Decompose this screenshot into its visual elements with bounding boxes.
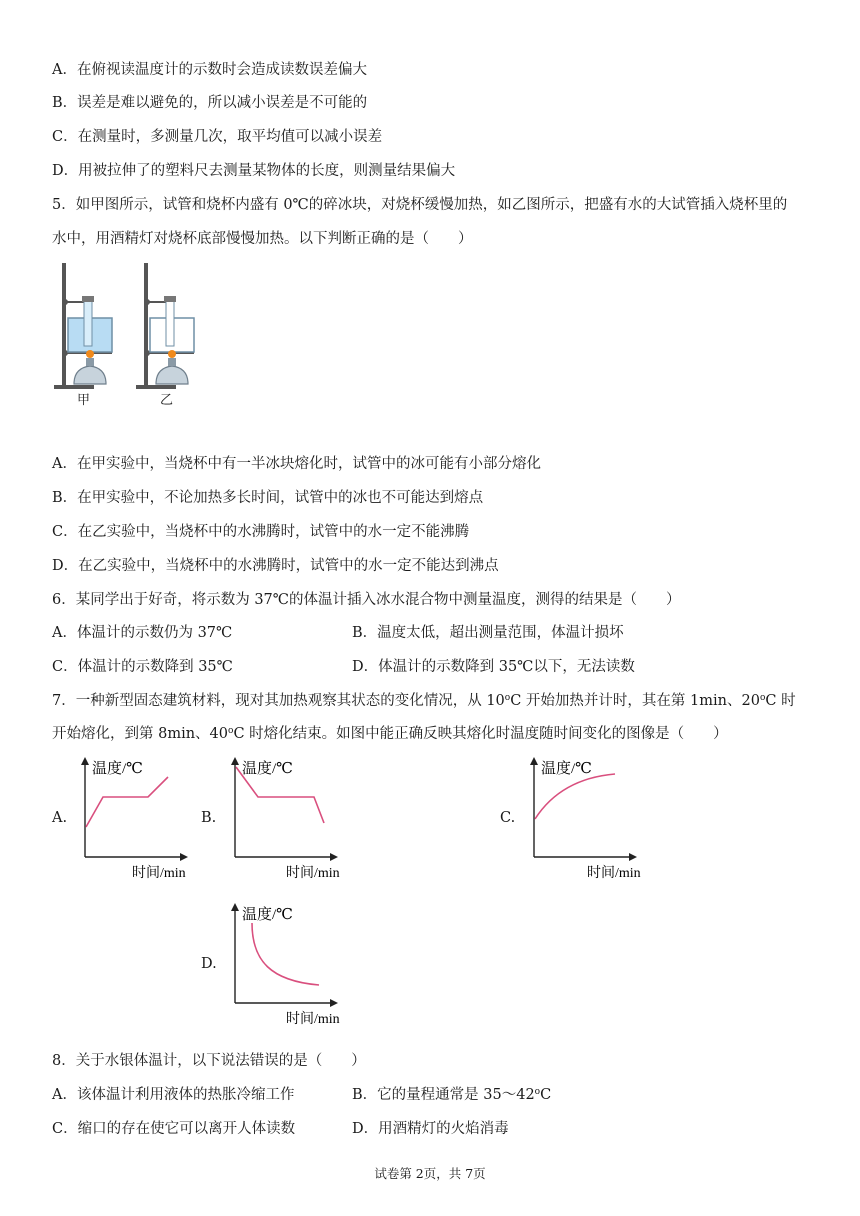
graph-d-xlabel: 时间/min [286,1012,340,1027]
graph-b [226,755,356,885]
graph-a-xlabel: 时间/min [132,866,186,881]
q8-option-d: D．用酒精灯的火焰消毒 [352,1121,509,1137]
q5-option-b: B．在甲实验中，不论加热多长时间，试管中的冰也不可能达到熔点 [52,490,484,506]
q4-option-a: A．在俯视读温度计的示数时会造成读数误差偏大 [52,62,367,78]
q5-option-d: D．在乙实验中，当烧杯中的水沸腾时，试管中的水一定不能达到沸点 [52,558,499,574]
graph-b-ylabel: 温度/℃ [242,761,293,777]
q5-stem-line2: 水中，用酒精灯对烧杯底部慢慢加热。以下判断正确的是（ ） [52,231,473,247]
graph-c-option: C. [500,810,516,826]
graph-c [525,755,660,885]
setup-yi [136,263,194,389]
q6-option-c: C．体温计的示数降到 35℃ [52,659,233,675]
graph-a [76,755,206,885]
q6-stem: 6．某同学出于好奇，将示数为 37℃的体温计插入冰水混合物中测量温度，测得的结果是（ ） [52,592,681,608]
graph-d-option: D. [201,956,217,972]
figure-label-jia: 甲 [77,393,91,408]
q4-option-c: C．在测量时，多测量几次，取平均值可以减小误差 [52,129,383,145]
q4-option-d: D．用被拉伸了的塑料尺去测量某物体的长度，则测量结果偏大 [52,163,456,179]
graph-c-ylabel: 温度/℃ [541,761,592,777]
figure-label-yi: 乙 [160,393,174,408]
q6-option-b: B．温度太低，超出测量范围，体温计损坏 [352,625,624,641]
q5-option-a: A．在甲实验中，当烧杯中有一半冰块熔化时，试管中的冰可能有小部分熔化 [52,456,541,472]
graph-a-ylabel: 温度/℃ [92,761,143,777]
graph-d [226,901,356,1031]
graph-a-option: A. [52,810,68,826]
graph-c-curve [535,774,615,819]
graph-d-curve [252,923,319,985]
q5-option-c: C．在乙实验中，当烧杯中的水沸腾时，试管中的水一定不能沸腾 [52,524,470,540]
q7-stem-line1: 7．一种新型固态建筑材料，现对其加热观察其状态的变化情况，从 10$^o$C 开始加热并计时，其在第 1min、20$^o$C 时 [52,693,796,709]
q4-option-b: B．误差是难以避免的，所以减小误差是不可能的 [52,95,368,111]
graph-a-curve [86,777,168,827]
graph-b-option: B. [201,810,217,826]
q7-stem-line2: 开始熔化，到第 8min、40$^o$C 时熔化结束。如图中能正确反映其熔化时温度随时间变化的图像是（ ） [52,726,728,742]
setup-jia [54,263,112,389]
q6-option-a: A．体温计的示数仍为 37℃ [52,625,233,641]
q6-option-d: D．体温计的示数降到 35℃以下，无法读数 [352,659,635,675]
q8-option-a: A．该体温计利用液体的热胀冷缩工作 [52,1087,295,1103]
lab-setup-figure [52,258,212,408]
graph-b-xlabel: 时间/min [286,866,340,881]
graph-d-ylabel: 温度/℃ [242,907,293,923]
q8-option-b: B．它的量程通常是 35～42$^o$C [352,1087,552,1103]
graph-c-xlabel: 时间/min [587,866,641,881]
q5-stem-line1: 5．如甲图所示，试管和烧杯内盛有 0℃的碎冰块，对烧杯缓慢加热，如乙图所示，把盛有水的大试管插入烧杯里的 [52,197,788,213]
q8-option-c: C．缩口的存在使它可以离开人体读数 [52,1121,296,1137]
page-footer: 试卷第 2页，共 7页 [374,1166,486,1181]
q8-stem: 8．关于水银体温计，以下说法错误的是（ ） [52,1053,366,1069]
